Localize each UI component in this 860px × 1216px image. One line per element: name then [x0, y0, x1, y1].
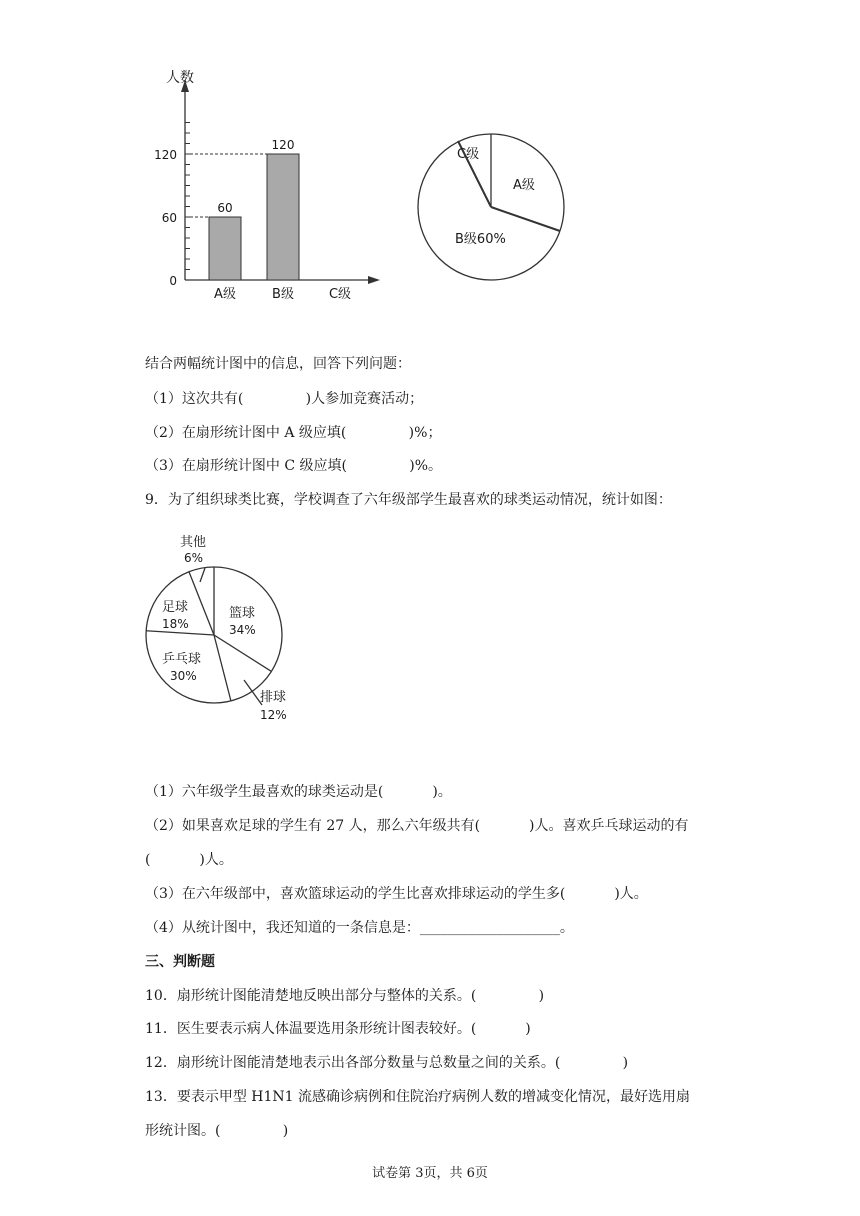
q9-item-2-cont: ( )人。	[145, 852, 233, 868]
q9-item-2: （2）如果喜欢足球的学生有 27 人，那么六年级共有( )人。喜欢乒乓球运动的有	[145, 818, 689, 834]
q11: 11．医生要表示病人体温要选用条形统计图表较好。( )	[145, 1021, 531, 1037]
pie2-pct-volleyball: 12%	[260, 708, 287, 722]
pie2-label-other: 其他	[180, 535, 207, 550]
pie2-pct-basketball: 34%	[229, 623, 256, 637]
q8-item-1: （1）这次共有( )人参加竞赛活动；	[145, 391, 424, 407]
pie-divider-a	[491, 207, 560, 231]
bar	[267, 154, 299, 280]
grade-pie-chart	[410, 125, 580, 295]
category-label: B级	[272, 287, 294, 302]
pie-label-c: C级	[457, 147, 480, 162]
sports-pie-chart	[140, 525, 310, 730]
pie2-label-basketball: 篮球	[229, 606, 256, 621]
pie-label-b: B级60%	[455, 232, 506, 247]
bar-chart	[150, 60, 400, 310]
q8-item-3: （3）在扇形统计图中 C 级应填( )%。	[145, 458, 443, 474]
pie2-pct-other: 6%	[184, 551, 204, 565]
y-tick-label: 120	[154, 148, 177, 162]
y-tick-label: 0	[169, 274, 177, 288]
q12: 12．扇形统计图能清楚地表示出各部分数量与总数量之间的关系。( )	[145, 1055, 629, 1071]
pie2-leader-other	[200, 568, 205, 582]
y-tick-label: 60	[161, 211, 177, 225]
pie2-divider	[146, 631, 214, 635]
bar	[209, 217, 241, 280]
bar-value-label: 120	[271, 138, 295, 152]
q9-item-4: （4）从统计图中，我还知道的一条信息是：____________________。	[145, 920, 574, 936]
x-axis-arrow	[368, 276, 380, 284]
page-footer: 试卷第 3页，共 6页	[372, 1166, 488, 1181]
pie2-label-football: 足球	[162, 600, 189, 615]
pie2-label-pingpong: 乒乓球	[162, 652, 202, 667]
q9-item-1: （1）六年级学生最喜欢的球类运动是( )。	[145, 784, 452, 800]
category-label: C级	[328, 287, 352, 302]
q10: 10．扇形统计图能清楚地反映出部分与整体的关系。( )	[145, 988, 545, 1004]
q9-stem: 9．为了组织球类比赛，学校调查了六年级部学生最喜欢的球类运动情况，统计如图：	[145, 492, 672, 508]
pie-label-a: A级	[513, 178, 535, 193]
category-label: A级	[214, 287, 236, 302]
section-title: 三、判断题	[145, 954, 215, 970]
pie2-pct-football: 18%	[162, 617, 189, 631]
bar-value-label: 60	[217, 201, 233, 215]
q8-item-2: （2）在扇形统计图中 A 级应填( )%；	[145, 425, 442, 441]
pie2-divider	[189, 572, 214, 635]
y-axis-label: 人数	[166, 70, 194, 86]
pie2-label-volleyball: 排球	[260, 690, 287, 705]
pie2-pct-pingpong: 30%	[170, 669, 197, 683]
q13: 13．要表示甲型 H1N1 流感确诊病例和住院治疗病例人数的增减变化情况，最好选用扇	[145, 1089, 690, 1105]
q13-cont: 形统计图。( )	[145, 1123, 289, 1139]
q9-item-3: （3）在六年级部中，喜欢篮球运动的学生比喜欢排球运动的学生多( )人。	[145, 886, 648, 902]
q8-intro: 结合两幅统计图中的信息，回答下列问题：	[145, 356, 411, 372]
